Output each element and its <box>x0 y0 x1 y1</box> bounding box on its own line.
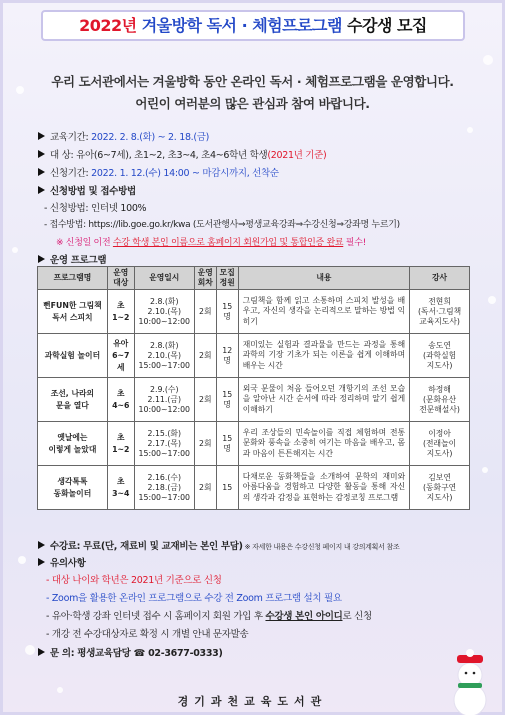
header-sessions: 운영 회차 <box>194 267 216 290</box>
bullet-triangle-icon <box>38 168 45 176</box>
contact-line <box>38 645 223 659</box>
period-label: 교육기간: <box>50 132 89 143</box>
target-cell: 유아 6~7세 <box>107 334 134 378</box>
target-line <box>38 147 326 161</box>
target-value: 유아(6~7세), 초1~2, 초3~4, 초4~6학년 학생 <box>76 150 268 161</box>
date-cell: 2.15.(화) 2.17.(목) 15:00~17:00 <box>134 422 194 466</box>
url-line: - 접수방법: https://lib.goe.go.kr/kwa (도서관행사⇒평생교육강좌⇒수강신청⇒강좌명 누르기) <box>44 220 400 230</box>
caution-line-3-c: 로 신청 <box>342 611 372 622</box>
capacity-cell: 15명 <box>216 378 238 422</box>
date-cell: 2.16.(수) 2.18.(금) 15:00~17:00 <box>134 466 194 510</box>
caution-line-3-b: 수강생 본인 아이디 <box>265 611 343 622</box>
period-line <box>38 129 209 143</box>
apply-label: 신청기간: <box>50 168 89 179</box>
caution-line-4: - 개강 전 수강대상자로 확정 시 개별 안내 문자발송 <box>46 629 249 640</box>
sessions-cell: 2회 <box>194 290 216 334</box>
target-note: (2021년 기준) <box>267 150 327 161</box>
method-line: - 신청방법: 인터넷 100% <box>44 203 147 214</box>
fee-label: 수강료: 무료(단, 재료비 및 교재비는 본인 부담) <box>50 541 243 552</box>
apply-value: 2022. 1. 12.(수) 14:00 ~ 마감시까지, 선착순 <box>91 168 279 179</box>
notice-prefix: ※ 신청일 이전 <box>56 238 113 248</box>
teacher-cell: 이정아 (전래놀이 지도사) <box>410 422 470 466</box>
table-row <box>38 422 470 466</box>
header-teacher: 강사 <box>410 267 470 290</box>
teacher-cell: 송도연 (과학실험 지도사) <box>410 334 470 378</box>
caution-header-line <box>38 555 86 569</box>
title-main: 겨울방학 독서 · 체험프로그램 <box>141 16 342 35</box>
header-date: 운영일시 <box>134 267 194 290</box>
table-row <box>38 378 470 422</box>
capacity-cell: 15명 <box>216 422 238 466</box>
lead-line-2: 어린이 여러분의 많은 관심과 참여 바랍니다. <box>135 96 370 111</box>
caution-line-3 <box>46 608 372 622</box>
method-header-line <box>38 183 136 197</box>
program-name-cell: 옛날에는 이렇게 놀았대 <box>38 422 108 466</box>
capacity-cell: 15명 <box>216 290 238 334</box>
sessions-cell: 2회 <box>194 378 216 422</box>
header-content: 내용 <box>238 267 409 290</box>
header-capacity: 모집 정원 <box>216 267 238 290</box>
content-cell: 재미있는 실험과 결과물을 만드는 과정을 통해 과학의 기장 기초가 되는 이론을 쉽게 이해하며 배우는 시간 <box>238 334 409 378</box>
target-cell: 초 1~2 <box>107 422 134 466</box>
sessions-cell: 2회 <box>194 422 216 466</box>
target-cell: 초 1~2 <box>107 290 134 334</box>
contact-phone: ☎ 02-3677-0333) <box>133 648 223 659</box>
bullet-triangle-icon <box>38 186 45 194</box>
notice-line <box>56 235 366 248</box>
period-value: 2022. 2. 8.(화) ~ 2. 18.(금) <box>91 132 210 143</box>
notice-emphasis: 수강 학생 본인 이름으로 홈페이지 회원가입 및 통합인증 완료 <box>112 238 344 248</box>
date-cell: 2.8.(화) 2.10.(목) 15:00~17:00 <box>134 334 194 378</box>
contact-label: 문 의: 평생교육담당 <box>50 648 134 659</box>
bullet-triangle-icon <box>38 558 45 566</box>
bullet-triangle-icon <box>38 255 45 263</box>
fee-note: ※ 자세한 내용은 수강신청 페이지 내 강의계획서 참조 <box>242 543 400 551</box>
header-target: 운영 대상 <box>107 267 134 290</box>
method-header: 신청방법 및 접수방법 <box>50 186 136 197</box>
content-cell: 우리 조상들의 민속놀이를 직접 체험하며 전통문화와 풍속을 소중히 여기는 마음을 배우고, 몸과 마음이 튼튼해지는 시간 <box>238 422 409 466</box>
footer-organization: 경기과천교육도서관 <box>177 695 328 708</box>
date-cell: 2.8.(화) 2.10.(목) 10:00~12:00 <box>134 290 194 334</box>
apply-line <box>38 165 279 179</box>
date-cell: 2.9.(수) 2.11.(금) 10:00~12:00 <box>134 378 194 422</box>
sessions-cell: 2회 <box>194 334 216 378</box>
sessions-cell: 2회 <box>194 466 216 510</box>
title-banner <box>41 10 465 41</box>
caution-line-2: - Zoom을 활용한 온라인 프로그램으로 수강 전 Zoom 프로그램 설치 필요 <box>46 593 342 604</box>
program-name-cell: 생각톡톡 동화놀이터 <box>38 466 108 510</box>
capacity-cell: 15 <box>216 466 238 510</box>
bullet-triangle-icon <box>38 541 45 549</box>
program-header-line <box>38 252 106 266</box>
teacher-cell: 김보연 (동화구연 지도사) <box>410 466 470 510</box>
notice-suffix: 필수! <box>343 238 366 248</box>
content-cell: 외국 문물이 처음 들어오던 개항기의 조선 모습을 알아난 시간 순서에 따라 정리하며 알기 쉽게 이해하기 <box>238 378 409 422</box>
caution-line-1: - 대상 나이와 학년은 2021년 기준으로 신청 <box>46 575 222 586</box>
lead-line-1: 우리 도서관에서는 겨울방학 동안 온라인 독서 · 체험프로그램을 운영합니다. <box>51 74 454 89</box>
snowman-icon <box>440 645 500 715</box>
header-program: 프로그램명 <box>38 267 108 290</box>
program-header: 운영 프로그램 <box>50 255 107 266</box>
target-cell: 초 4~6 <box>107 378 134 422</box>
title-year: 2022년 <box>79 16 137 35</box>
program-name-cell: 뻔FUN한 그림책 독서 스피치 <box>38 290 108 334</box>
bullet-triangle-icon <box>38 132 45 140</box>
table-header-row <box>38 267 470 290</box>
target-label: 대 상: <box>50 150 74 161</box>
bullet-triangle-icon <box>38 150 45 158</box>
table-row <box>38 466 470 510</box>
caution-header: 유의사항 <box>50 558 86 569</box>
teacher-cell: 하정해 (문화유산 전문해설사) <box>410 378 470 422</box>
fee-line <box>38 538 399 552</box>
bullet-triangle-icon <box>38 648 45 656</box>
table-row <box>38 334 470 378</box>
content-cell: 그림책을 함께 읽고 소통하며 스피치 발성을 배우고, 자신의 생각을 논리적으로 말하는 방법 익히기 <box>238 290 409 334</box>
caution-line-3-a: - 유아·학생 강좌 인터넷 접수 시 홈페이지 회원 가입 후 <box>46 611 266 622</box>
program-name-cell: 조선, 나라의 문을 열다 <box>38 378 108 422</box>
program-name-cell: 과학실험 놀이터 <box>38 334 108 378</box>
title-tail: 수강생 모집 <box>347 16 427 35</box>
teacher-cell: 전현희 (독서·그림책 교육지도사) <box>410 290 470 334</box>
capacity-cell: 12명 <box>216 334 238 378</box>
target-cell: 초 3~4 <box>107 466 134 510</box>
content-cell: 다채로운 동화책들을 소개하여 문학의 재미와 아름다움을 경험하고 다양한 활동을 통해 자신의 생각과 감정을 표현하는 감정코칭 프로그램 <box>238 466 409 510</box>
table-row <box>38 290 470 334</box>
program-table <box>37 266 470 510</box>
